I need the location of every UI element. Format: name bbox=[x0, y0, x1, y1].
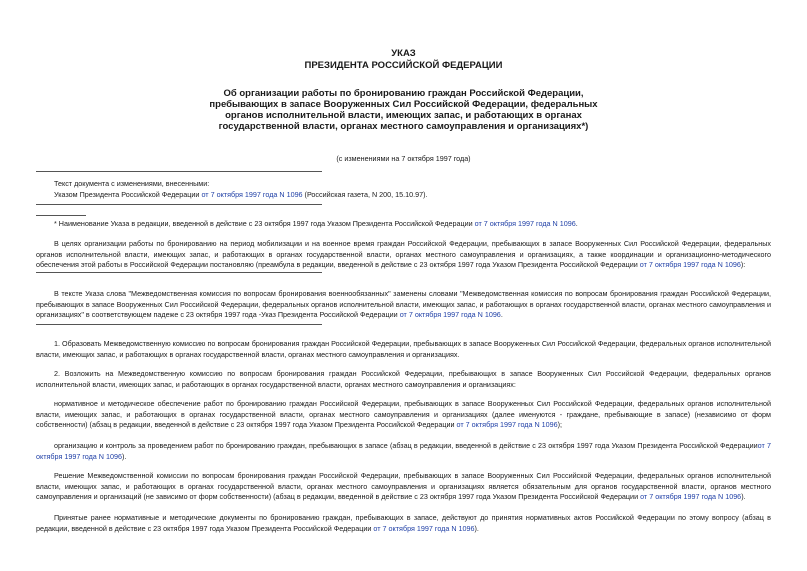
decree-1096-link[interactable]: от 7 октября 1997 года N 1096 bbox=[399, 310, 501, 320]
item-1-paragraph: 1. Образовать Межведомственную комиссию по вопросам бронирования граждан Российской Федерации, пребывающих в запасе Вооруженных Сил Российской Федерации, федеральных органов исполнительной власти, имеющих запас, и работающих в органах государственной власти, органах местного самоуправления и организациях. bbox=[36, 339, 771, 359]
decision-text: Решение Межведомственной комиссии по вопросам бронирования граждан Российской Федерации, пребывающих в запасе Вооруженных Сил Российской Федерации, федеральных органов исполнительной власти, имеющих запас, и работающих в органах государственной власти, органах местного самоуправления и организациях является обязательным для органов государственной власти, органов местного самоуправления и организаций (не зависимо от форм собственности) (абзац в редакции, введенной в действие с 23 октября 1997 года Указом Президента Российской Федерации bbox=[36, 471, 771, 502]
issuer-heading: ПРЕЗИДЕНТА РОССИЙСКОЙ ФЕДЕРАЦИИ bbox=[304, 60, 503, 71]
amendments-box-line1: Текст документа с изменениями, внесенными: bbox=[54, 179, 210, 188]
decree-1096-link[interactable]: от 7 октября 1997 года N 1096 bbox=[456, 420, 558, 430]
item-2-clause-normative bbox=[36, 399, 771, 431]
preamble-end: ): bbox=[740, 260, 746, 270]
earlier-docs-text: Принятые ранее нормативные и методические документы по бронированию граждан, пребывающих в запасе, действуют до принятия нормативных актов Российской Федерации по этому вопросу (абзац в редакции, введенной в действие с 23 октября 1997 года Указом Президента Российской Федерации bbox=[36, 513, 771, 533]
decree-1096-link[interactable]: от 7 октября 1997 года N 1096 bbox=[639, 260, 741, 270]
clause-control-text: организацию и контроль за проведением работ по бронированию граждан, пребывающих в запасе (абзац в редакции, введенной в действие с 23 октября 1997 года Указом Президента Российской Федерации bbox=[54, 441, 758, 450]
divider-top bbox=[36, 171, 322, 172]
earlier-documents-paragraph bbox=[36, 513, 771, 534]
divider-amendments bbox=[36, 204, 322, 205]
rename-note-end: . bbox=[500, 310, 503, 320]
decree-1096-link[interactable]: от 7 октября 1997 года N 1096 bbox=[474, 219, 576, 228]
clause-normative-end: ); bbox=[557, 420, 563, 430]
divider-rename bbox=[36, 324, 322, 325]
rename-note-paragraph bbox=[36, 289, 771, 321]
item-2-clause-control bbox=[36, 441, 771, 462]
amendment-date-note: (с изменениями на 7 октября 1997 года) bbox=[336, 154, 471, 163]
decree-1096-link[interactable]: от 7 октября 1997 года N 1096 bbox=[373, 523, 475, 533]
divider-preamble bbox=[36, 272, 322, 273]
decision-end: ). bbox=[741, 492, 746, 502]
footnote-text: * Наименование Указа в редакции, введенной в действие с 23 октября 1997 года Указом Президента Российской Федерации bbox=[54, 219, 475, 228]
footnote-divider bbox=[36, 215, 86, 216]
preamble-text: В целях организации работы по бронированию на период мобилизации и на военное время граждан Российской Федерации, пребывающих в запасе Вооруженных Сил Российской Федерации, федеральных органов исполнительной власти, имеющих запас, и работающих в органах государственной власти, органах местного самоуправления и организациях, а также координации и организационно-методического обеспечения этой работы в Российской Федерации постановляю (преамбула в редакции, введенной в действие с 23 октября 1997 года Указом Президента Российской Федерации bbox=[36, 239, 771, 270]
footnote-end: . bbox=[575, 219, 578, 228]
decree-1096-link[interactable]: от 7 октября 1997 года N 1096 bbox=[201, 190, 303, 199]
amendments-box-text: Указом Президента Российской Федерации bbox=[54, 190, 202, 199]
item-2-paragraph: 2. Возложить на Межведомственную комиссию по вопросам бронирования граждан Российской Федерации, пребывающих в запасе Вооруженных Сил Российской Федерации, федеральных органов исполнительной власти, имеющих запас, и работающих в органах государственной власти, органах местного самоуправления и организациях: bbox=[36, 369, 771, 389]
decree-type-heading: УКАЗ bbox=[391, 48, 416, 59]
rename-note-text: В тексте Указа слова "Межведомственная комиссия по вопросам бронирования военнообязанных" заменены словами "Межведомственная комиссия по вопросам бронирования граждан Российской Федерации, пребывающих в запасе Вооруженных Сил Российской Федерации, федеральных органов исполнительной власти, имеющих запас, и работающих в органах государственной власти, органах местного самоуправления и организациях" в соответствующем падеже с 23 октября 1997 года -Указ Президента Российской Федерации bbox=[36, 289, 771, 320]
decree-1096-link[interactable]: от 7 октября 1997 года N 1096 bbox=[640, 492, 742, 502]
earlier-docs-end: ). bbox=[474, 523, 479, 533]
amendments-box-source: (Российская газета, N 200, 15.10.97). bbox=[302, 190, 428, 199]
decree-subject-title: Об организации работы по бронированию граждан Российской Федерации, пребывающих в запасе Вооруженных Сил Российской Федерации, федеральных органов исполнительной власти, имеющих запас, и работающих в органах государственной власти, органах местного самоуправления и организациях*) bbox=[209, 88, 598, 132]
commission-decision-paragraph bbox=[36, 471, 771, 503]
decree-1096-link[interactable]: от 7 октября 1997 года N 1096 bbox=[36, 441, 771, 461]
clause-control-end: ). bbox=[121, 451, 127, 461]
footnote bbox=[36, 219, 771, 230]
preamble-paragraph bbox=[36, 239, 771, 271]
clause-normative-text: нормативное и методическое обеспечение работ по бронированию граждан Российской Федерации, пребывающих в запасе Вооруженных Сил Российской Федерации, федеральных органов исполнительной власти, имеющих запас, и работающих в органах государственной власти, органах местного самоуправления и организациях (далее именуются - граждане, пребывающие в запасе) (независимо от форм собственности) (абзац в редакции, введенной в действие с 23 октября 1997 года Указом Президента Российской Федерации bbox=[36, 399, 771, 430]
amendments-box-line2 bbox=[36, 190, 771, 201]
